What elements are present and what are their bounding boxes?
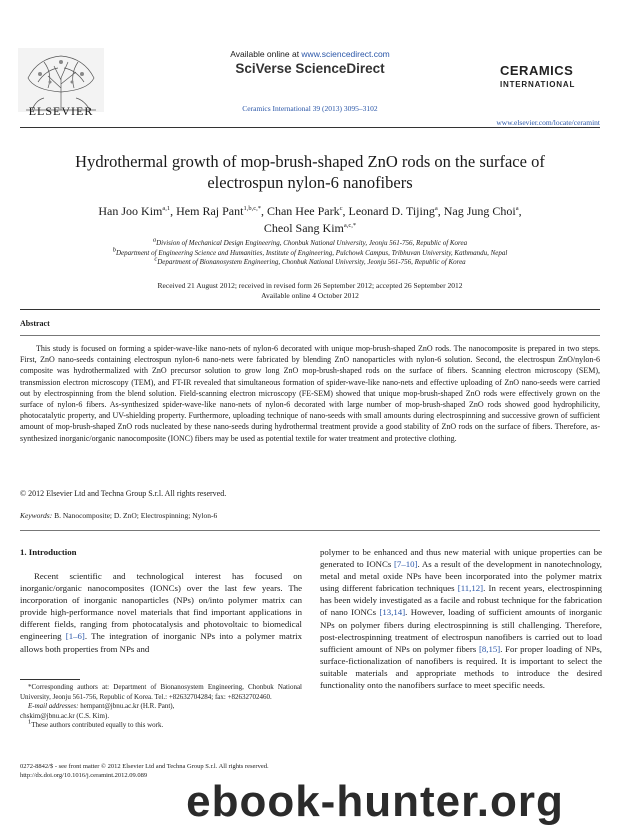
citation-link[interactable]: [11,12] bbox=[457, 583, 484, 594]
title-line-1: Hydrothermal growth of mop-brush-shaped ZnO rods on the surface of bbox=[75, 152, 545, 171]
author[interactable]: Han Joo Kim$^{a,1}$, bbox=[98, 204, 177, 218]
header-divider bbox=[20, 127, 600, 128]
issn-line: 0272-8842/$ - see front matter © 2012 Elsevier Ltd and Techna Group S.r.l. All rights reserved. bbox=[20, 763, 269, 770]
journal-logo-line2: INTERNATIONAL bbox=[500, 80, 576, 89]
footnote-email-2[interactable]: chskim@jbnu.ac.kr (C.S. Kim). bbox=[20, 711, 110, 720]
right-column bbox=[320, 546, 602, 691]
doi-link[interactable]: http://dx.doi.org/10.1016/j.ceramint.2012.09.089 bbox=[20, 772, 148, 779]
abstract-heading-divider bbox=[20, 335, 600, 336]
author[interactable]: Chan Hee Park$^c$, bbox=[266, 204, 349, 218]
sciencedirect-link[interactable]: www.sciencedirect.com bbox=[301, 49, 390, 59]
journal-logo-line1: CERAMICS bbox=[500, 63, 574, 78]
platform-name: SciVerse ScienceDirect bbox=[235, 61, 385, 76]
publisher-name: ELSEVIER bbox=[28, 104, 94, 118]
section-heading-introduction: 1. Introduction bbox=[20, 547, 77, 557]
online-date: Available online 4 October 2012 bbox=[261, 291, 359, 300]
left-column bbox=[20, 570, 302, 655]
available-prefix: Available online at bbox=[230, 49, 302, 59]
journal-url-link[interactable]: www.elsevier.com/locate/ceramint bbox=[496, 118, 600, 127]
author-list bbox=[30, 203, 590, 237]
intro-paragraph-continued: polymer to be enhanced and thus new material with unique properties can be generated to IONCs [7–10]. As a result of the development in nanotechnology, metal and metal oxide NPs have been incorporated into the polymer matrix using different fabrication techniques [11,12]. In recent years, electrospinning has been widely investigated as a facile and robust technique for the fabrication of nano IONCs [13,14]. However, loading of sufficient amounts of inorganic NPs on polymer fibers during electrospinning is still challenging. Therefore, post-electrospinning treatment of electrospun nanofibers is carried out to load sufficient amount of NPs on polymer fibers [8,15]. For proper loading of NPs, surface-fictionalization of nanofibers is required. It is important to select the suitable materials and appropriate methods to introduce the desired functionality onto the nanofibers surface to meet specific needs. bbox=[320, 547, 603, 691]
affiliation: $^b$Department of Engineering Science and Humanities, Institute of Engineering, Pulchowk Campus, Tribhuvan University, Kathmandu, Nepal bbox=[112, 246, 508, 257]
citation-link[interactable]: [13,14] bbox=[379, 607, 406, 618]
author[interactable]: Hem Raj Pant$^{1,b,c,*}$, bbox=[176, 204, 267, 218]
citation-link[interactable]: [1–6] bbox=[65, 631, 85, 642]
citation-link[interactable]: [8,15] bbox=[478, 643, 501, 654]
footnotes bbox=[20, 683, 302, 731]
journal-reference[interactable]: Ceramics International 39 (2013) 3095–3102 bbox=[242, 104, 378, 113]
affiliation: $^a$Division of Mechanical Design Engineering, Chonbuk National University, Jeonju 561-756, Republic of Korea bbox=[152, 236, 468, 247]
intro-paragraph: Recent scientific and technological interest has focused on inorganic/organic nanocomposites (IONCs) over the last few years. The incorporation of inorganic nanoparticles (NPs) on/into polymer matrix can provide high-performance novel materials that find important applications in different fields, ranging from photocatalysis and photovoltaic to biomedical engineering [1–6]. The integration of inorganic NPs into a polymer matrix allows both properties from NPs and bbox=[20, 571, 302, 654]
citation-link[interactable]: [7–10] bbox=[394, 559, 418, 570]
author[interactable]: Leonard D. Tijing$^a$, bbox=[348, 204, 444, 218]
email-link[interactable]: hempant@jbnu.ac.kr (H.R. Pant), bbox=[80, 702, 175, 710]
abstract-text: This study is focused on forming a spider-wave-like nano-nets of nylon-6 decorated with unique mop-brush-shaped ZnO rods. The nanocomposite is prepared in two steps. First, ZnO nano-seeds containing electrospun nylon-6 nano-nets were fabricated by blending ZnO nanoparticles with nylon-6 solution. Second, the electrospun ZnO/nylon-6 composite was hydrothermalized with ZnO precursor solution to grow long ZnO mop-brush-shaped rods on the surface of fibers. Scanning electron microscopy (SEM), transmission electron microscopy (TEM), and FT-IR revealed that simultaneous formation of spider-wave-like nano-nets and effective uploading of ZnO nano-seeds were carried out by electrospinning from the blend solution. Field-scanning electron microscopy (FE-SEM) showed that unique mop-brush-shaped ZnO rods were effectively grown on the surface of nylon-6 fibers. As-synthesized spider-wave-like nano-nets of nylon-6 decorated with large number of mop-brush-shaped ZnO rods showed good hydrophilicity, photocatalytic property, and UV-shielding property. Furthermore, uploading technique of nano-seeds with small amounts during electrospinning and successive grown of sufficient amount of mop-brush-shaped ZnO rods nucleated by these nano-seeds during hydrothermal treatment provide a good stability of ZnO rods on the surface of fibers. Therefore, as-synthesized inorganic/organic nanocomposite (IONC) fibers may be used as potential textile for water treatment and protective clothing. bbox=[20, 344, 600, 443]
keywords bbox=[20, 511, 217, 520]
footnote-emails: E-mail addresses: hempant@jbnu.ac.kr (H.R. Pant), bbox=[28, 702, 175, 710]
title-line-2: electrospun nylon-6 nanofibers bbox=[207, 173, 413, 192]
affiliation: $^c$Department of Bionanosystem Engineering, Chonbuk National University, Jeonju 561-756, Republic of Korea bbox=[154, 255, 466, 266]
abstract-copyright: © 2012 Elsevier Ltd and Techna Group S.r.l. All rights reserved. bbox=[20, 489, 227, 498]
keywords-divider bbox=[20, 530, 600, 531]
available-online bbox=[0, 49, 620, 59]
footnote-divider bbox=[20, 679, 80, 680]
footnote-equal: $^1$These authors contributed equally to this work. bbox=[28, 718, 164, 729]
article-title bbox=[30, 151, 590, 193]
footnote-corresponding: *Corresponding authors at: Department of Bionanosystem Engineering, Chonbuk National University, Jeonju 561-756, Republic of Korea. Tel.: +82632704284; fax: +82632702460. bbox=[20, 683, 302, 701]
keywords-label: Keywords: bbox=[20, 511, 53, 520]
watermark-logo bbox=[140, 776, 610, 826]
author[interactable]: Nag Jung Choi$^a$, bbox=[443, 204, 522, 218]
keywords-list: B. Nanocomposite; D. ZnO; Electrospinning; Nylon-6 bbox=[54, 511, 218, 520]
received-dates: Received 21 August 2012; received in revised form 26 September 2012; accepted 26 September 2012 bbox=[157, 281, 463, 290]
watermark-text: ebook-hunter.org bbox=[186, 777, 564, 826]
abstract-heading: Abstract bbox=[20, 319, 50, 328]
affiliations bbox=[30, 236, 590, 268]
author[interactable]: Cheol Sang Kim$^{a,c,*}$ bbox=[263, 221, 357, 235]
article-dates bbox=[30, 281, 590, 301]
abstract-top-divider bbox=[20, 309, 600, 310]
